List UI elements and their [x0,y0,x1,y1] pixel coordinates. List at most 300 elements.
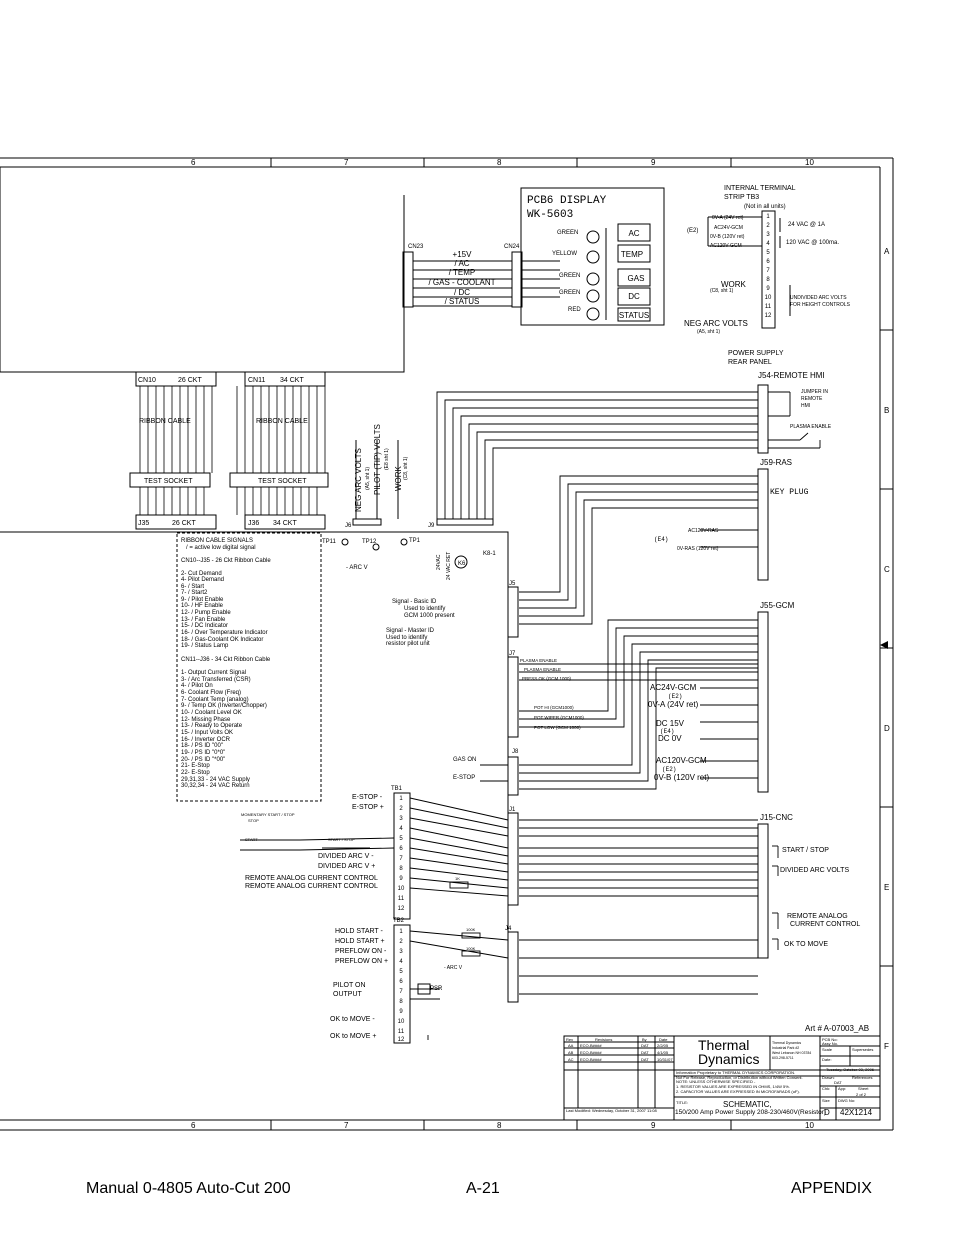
schematic-label: 29,31,33 - 24 VAC Supply [181,777,250,783]
tb3-labels [687,185,851,366]
schematic-label: (A5, sht 1) [365,466,371,490]
schematic-label: 24 VAC RET [446,551,452,580]
row-label: A [884,247,890,256]
tb3-pin-numbers [765,214,772,319]
schematic-label: AC120V-GCM [656,756,707,765]
schematic-label: OK to MOVE + [330,1033,377,1040]
schematic-label: 19- / Status Lamp [181,643,229,649]
schematic-label: PRESS OK (GCM 1000) [522,676,572,681]
j59-connector [758,469,768,580]
schematic-label: 3- / Arc Transferred (CSR) [181,677,251,683]
schematic-label: ECO-B#### [580,1057,602,1062]
schematic-label: 12 [764,313,772,319]
led-color-labels [552,230,581,313]
schematic-label: FOR HEIGHT CONTROLS [790,302,850,308]
schematic-label: NOTE: UNLESS OTHERWISE SPECIFIED - [676,1079,756,1084]
schematic-label: 3 [399,816,403,822]
schematic-label: 10 [397,1019,405,1025]
schematic-label: 8 [399,999,403,1005]
schematic-label: J8 [512,749,519,755]
schematic-label: PILOT (TIP) VOLTS [373,424,382,495]
schematic-label: 9 [399,876,403,882]
schematic-label: 30,32,34 - 24 VAC Return [181,783,250,789]
tb1-pin-numbers [398,796,405,912]
schematic-label: 7 [399,989,403,995]
schematic-label: Last Modified: Wednesday, October 31, 2007 11:08 [566,1108,657,1113]
schematic-label: TEST SOCKET [144,478,193,485]
ras-labels [654,528,719,552]
led-function-labels [619,229,649,320]
schematic-label: Assy No. [822,1041,839,1046]
schematic-label: J36 [248,520,260,527]
schematic-label: By [642,1037,647,1042]
schematic-label: (C8, sht 1) [710,288,734,294]
schematic-label: 12 [397,1037,405,1043]
schematic-label: HMI [801,403,811,409]
schematic-label: CURRENT CONTROL [790,921,861,928]
row-label: E [884,883,890,892]
schematic-label: Used to identify [404,606,446,612]
col-label-top: 9 [651,158,656,167]
schematic-label: Revisions [595,1037,613,1042]
schematic-label: Sheet [858,1086,869,1091]
schematic-label: (E8 sht 1) [384,448,390,470]
harness-wires [437,392,820,994]
schematic-label: 34 CKT [273,520,297,527]
drawing-title-line2: 150/200 Amp Power Supply 208-230/460V(Resistor) [675,1109,827,1116]
schematic-label: 13- / Ready to Operate [181,723,243,729]
schematic-label: DC 0V [658,734,682,743]
schematic-label: 6- / Start [181,584,205,590]
schematic-label: STOP [248,818,259,823]
schematic-label: WORK [394,466,403,491]
schematic-label: 3 [399,949,403,955]
size-value: D [824,1108,830,1117]
schematic-label: 19- / PS ID "0*0" [181,750,226,756]
schematic-label: 24VAC [436,554,442,570]
schematic-label: / GAS - COOLANT [428,278,496,287]
schematic-label: 16- / Inverter OCR [181,737,231,743]
schematic-label: 8 [766,277,770,283]
schematic-label: (E2) [662,766,677,773]
schematic-label: 4- / Pilot On [181,683,213,689]
schematic-label: TP11 [322,539,336,545]
schematic-label: DAT [641,1050,649,1055]
schematic-label: DIVIDED ARC V - [318,853,374,860]
schematic-label: START / STOP [328,837,355,842]
j5-connector [508,587,518,637]
schematic-label: AC24V-GCM [650,683,697,692]
schematic-label: 15- / Input Volts OK [181,730,234,736]
schematic-label: AC [628,229,640,238]
schematic-label: E-STOP [453,775,476,781]
j8-connector [508,757,518,795]
schematic-label: PLASMA ENABLE [524,667,562,672]
schematic-label: 603-298-5711 [772,1056,794,1060]
schematic-label: J35 [138,520,150,527]
schematic-label: GCM 1000 present [404,613,455,619]
schematic-label: 0V-B (120V ret) [710,234,745,240]
col-label-bottom: 10 [805,1121,814,1130]
schematic-label: DC 15V [656,719,685,728]
drawing-number: 42X1214 [840,1108,873,1117]
schematic-label: 9- / Pilot Enable [181,597,224,603]
schematic-label: PLASMA ENABLE [790,424,832,430]
schematic-label: 8 [399,866,403,872]
schematic-label: Size [822,1098,830,1103]
schematic-label: 2/2/05 [657,1043,669,1048]
schematic-label: DAT [834,1080,842,1085]
schematic-label: 11 [764,304,772,310]
schematic-label: RIBBON CABLE [256,418,308,425]
schematic-label: / AC [454,259,470,268]
footer-page-number: A-21 [466,1180,500,1197]
schematic-label: 0V-RAS (120V ret) [677,546,719,552]
row-label: C [884,565,890,574]
schematic-label: (C8, sht 1) [403,456,409,480]
schematic-label: 5 [399,836,403,842]
schematic-label: Thermal Dynamics [772,1041,802,1045]
schematic-label: 7 [399,856,403,862]
schematic-label: 2- Cut Demand [181,571,222,577]
cn23-label: CN23 [408,244,424,250]
schematic-label: Signal - Basic ID [392,599,437,605]
schematic-label: J4 [505,926,512,932]
schematic-label: TB2 [393,918,405,924]
schematic-label: (Not in all units) [744,204,786,210]
schematic-label: 11 [397,1029,405,1035]
schematic-label: 15- / DC Indicator [181,623,229,629]
schematic-label: START [245,837,258,842]
schematic-label: Tuesday, October 03, 2006 [826,1067,875,1072]
col-label-bottom: 8 [497,1121,502,1130]
schematic-label: TEMP [620,250,644,259]
schematic-label: 24 VAC @ 1A [788,222,825,228]
schematic-label: / TEMP [448,268,476,277]
schematic-label: 1 [399,929,403,935]
schematic-label: 10 [764,295,772,301]
schematic-label: 4 [399,959,403,965]
schematic-label: 7- Coolant Temp (analog) [181,697,249,703]
schematic-label: - ARC V [444,965,463,971]
j54-connector [758,385,768,453]
schematic-label: REMOTE ANALOG CURRENT CONTROL [245,883,378,890]
schematic-label: J6 [345,523,352,529]
schematic-label: JUMPER IN [801,389,828,395]
schematic-label: 18- / Gas-Coolant OK Indicator [181,637,264,643]
schematic-label: 26 CKT [178,377,202,384]
col-label-top: 10 [805,158,814,167]
schematic-label: AC120V-GCM [710,243,742,249]
schematic-label: 9 [399,1009,403,1015]
schematic-label: 2. CAPACITOR VALUES ARE EXPRESSED IN MICROFARADS (uF). [676,1089,800,1094]
schematic-label: INTERNAL TERMINAL [724,185,796,192]
schematic-label: YELLOW [552,251,578,257]
schematic-label: 4 [766,241,770,247]
schematic-label: App: [838,1086,847,1091]
schematic-label: 13- / Fan Enable [181,617,226,623]
schematic-label: MOMENTARY START / STOP [241,812,295,817]
schematic-label: GREEN [559,273,581,279]
schematic-label: 0V-B (120V ret) [654,773,710,782]
col-label-top: 8 [497,158,502,167]
pcb6-title: PCB6 DISPLAY [527,195,607,207]
ribbon-wires [140,386,325,515]
schematic-label: 2 [399,806,403,812]
schematic-label: PLASMA ENABLE [520,658,558,663]
schematic-label: 3 [766,232,770,238]
schematic-label: GAS [627,274,645,283]
j1-connector [508,813,518,905]
schematic-label: J1 [509,807,516,813]
schematic-label: / DC [454,288,470,297]
schematic-label: DIVIDED ARC V + [318,863,376,870]
schematic-label: K6 [458,561,466,567]
schematic-label: TP12 [362,539,377,545]
schematic-label: 2 of 2 [856,1092,867,1097]
schematic-label: References [852,1075,873,1080]
tp11-circle [342,539,348,545]
schematic-label: POT LOW (GCM 1000) [534,725,581,730]
key-plug-label: KEY PLUG [770,488,809,497]
schematic-label: 2 [766,223,770,229]
schematic-label: Chk: [822,1086,831,1091]
tp1-circle [401,539,407,545]
schematic-label: 21- E-Stop [181,763,210,769]
schematic-label: (E2) [668,693,683,700]
art-number: Art # A-07003_AB [805,1024,870,1033]
schematic-label: GAS ON [453,757,477,763]
tb3-work-label: WORK [721,280,746,289]
schematic-label: ECO-B#### [580,1050,602,1055]
schematic-label: 12- / Pump Enable [181,610,231,616]
gcm-labels [648,683,709,782]
schematic-label: CN11 [248,377,266,384]
schematic-label: PILOT ON [333,982,366,989]
schematic-label: (E2) [687,228,699,234]
schematic-label: 0V-A (24V ret) [712,215,744,221]
schematic-label: 1 [766,214,770,220]
schematic-label: 20- / PS ID "*00" [181,757,226,763]
schematic-label: 11 [397,896,405,902]
schematic-label: PREFLOW ON + [335,958,389,965]
schematic-label: Supersedes [852,1047,874,1052]
footer-manual-title: Manual 0-4805 Auto-Cut 200 [86,1180,291,1197]
schematic-label: POT WIPER (GCM1000) [534,715,584,720]
schematic-label: 6- Coolant Flow (Freq) [181,690,242,696]
col-label-top: 6 [191,158,196,167]
row-label: D [884,724,890,733]
cn24-label: CN24 [504,244,520,250]
schematic-label: J7 [509,651,516,657]
schematic-label: RED [568,307,581,313]
schematic-label: STATUS [618,311,650,320]
schematic-label: REAR PANEL [728,359,772,366]
schematic-label: 6 [399,979,403,985]
schematic-label: J59-RAS [760,458,793,467]
schematic-label: DAT [641,1057,649,1062]
schematic-label: 10 [397,886,405,892]
j55-connector [758,612,768,792]
led-diodes [587,231,599,320]
schematic-label: Date: [822,1057,832,1062]
schematic-label: ECO-B#### [580,1043,602,1048]
schematic-label: 7- / Start2 [181,590,208,596]
schematic-label: Information Proprietary to THERMAL DYNAMICS CORPORATION. [676,1070,796,1075]
tb2-pin-numbers [398,929,405,1043]
company-address [772,1041,811,1060]
schematic-label: OUTPUT [333,991,362,998]
schematic-label: resistor pilot unit [386,641,430,647]
schematic-label: DC [628,292,640,301]
cnc-labels [780,847,860,948]
schematic-label: K8-1 [483,551,496,557]
schematic-label: 100K [466,927,476,932]
schematic-label: (A5, sht 1) [697,329,721,335]
schematic-label: 12 [397,906,405,912]
schematic-label: / = active low digital signal [186,545,256,551]
schematic-label: AB [568,1050,574,1055]
schematic-label: HOLD START - [335,928,383,935]
schematic-label: CN10--J35 - 26 Ckt Ribbon Cable [181,558,271,564]
schematic-label: 12- Missing Phase [181,717,231,723]
schematic-label: GREEN [559,290,581,296]
schematic-label: 10/31/07 [657,1057,673,1062]
schematic-label: 16- / Over Temperature Indicator [181,630,268,636]
col-label-bottom: 9 [651,1121,656,1130]
schematic-label: J15-CNC [760,813,793,822]
tb-wires [240,798,508,1040]
schematic-label: +15V [452,250,472,259]
schematic-label: TB1 [391,786,403,792]
schematic-label: - ARC V [346,565,368,571]
schematic-label: RIBBON CABLE [139,418,191,425]
schematic-label: HOLD START + [335,938,385,945]
schematic-label: / STATUS [444,297,480,306]
schematic-label: CN10 [138,377,156,384]
schematic-label: GREEN [557,230,579,236]
schematic-label: REMOTE [801,396,823,402]
schematic-label: 120 VAC @ 100ma. [786,240,840,246]
cn-signal-labels [428,250,495,306]
schematic-label: J9 [428,523,435,529]
schematic-label: 5 [766,250,770,256]
schematic-label: START / STOP [782,847,829,854]
schematic-label: TITLE: [676,1100,689,1105]
schematic-label: Signal - Master ID [386,628,435,634]
schematic-label: OK to MOVE - [330,1016,375,1023]
schematic-label: Not For Release, Reproduction, or Distribution without Written Consent. [676,1075,803,1080]
schematic-label: OK TO MOVE [784,941,829,948]
schematic-label: 1K [455,876,460,881]
schematic-label: 9 [766,286,770,292]
schematic-label: RIBBON CABLE SIGNALS [181,538,254,544]
schematic-label: 0V-A (24V ret) [648,700,699,709]
row-label: B [884,406,890,415]
schematic-label: 6 [766,259,770,265]
tb3-neg-arc-label: NEG ARC VOLTS [684,319,748,328]
company-logo-line2: Dynamics [698,1051,760,1067]
schematic-label: 1- Output Current Signal [181,670,247,676]
j8-labels [453,757,476,781]
schematic-label: 2 [399,939,403,945]
schematic-label: REMOTE ANALOG [787,913,848,920]
schematic-label: 18- / PS ID "00" [181,743,223,749]
ribbon-signals-text [181,538,271,789]
grid-labels [191,158,890,1130]
schematic-label: 7 [766,268,770,274]
schematic-label: 1 [399,796,403,802]
schematic-label: 10- / HF Enable [181,603,224,609]
schematic-label: J55-GCM [760,601,795,610]
schematic-label: J5 [509,581,516,587]
col-label-top: 7 [344,158,349,167]
j7-connector [508,657,518,737]
j5-notes [386,599,455,647]
schematic-label: POT HI (GCM1000) [534,705,574,710]
schematic-label: REMOTE ANALOG CURRENT CONTROL [245,875,378,882]
schematic-label: 4 [399,826,403,832]
col-label-bottom: 7 [344,1121,349,1130]
j4-connector [508,932,518,1002]
schematic-label: West Lebanon NH 03784 [772,1051,812,1055]
schematic-label: STRIP TB3 [724,194,760,201]
schematic-label: 100K [466,946,476,951]
schematic-label: DIVIDED ARC VOLTS [780,867,850,874]
schematic-label: TP1 [409,538,421,544]
schematic-label: AC120V-RAS [688,528,719,534]
schematic-label: 26 CKT [172,520,196,527]
schematic-label: E-STOP + [352,804,384,811]
schematic-label: 34 CKT [280,377,304,384]
schematic-label: PSR [430,986,443,992]
schematic-label: 1. RESISTOR VALUES ARE EXPRESSED IN OHMS, 1/4W 5%. [676,1084,790,1089]
schematic-label: (E4) [654,536,669,543]
company-logo-line1: Thermal [698,1037,750,1053]
schematic-label: Scale [822,1047,833,1052]
schematic-label: AC24V-GCM [714,225,743,231]
row-label: F [884,1042,889,1051]
schematic-label: E-STOP - [352,794,383,801]
ribbon-connector-labels [138,377,304,527]
drawing-title-line1: SCHEMATIC, [723,1100,772,1109]
footer-section: APPENDIX [791,1180,872,1197]
schematic-label: Used to identify [386,635,428,641]
hmi-labels [790,389,832,430]
schematic-label: 5 [399,969,403,975]
schematic-label: Drawn: [822,1075,835,1080]
schematic-label: PCB No: [822,1037,838,1042]
schematic-label: AC [568,1057,574,1062]
schematic-label: 22- E-Stop [181,770,210,776]
pcb6-part: WK-5603 [527,209,574,221]
schematic-label: AA [568,1043,574,1048]
schematic-label: J54-REMOTE HMI [758,371,825,380]
schematic-label: CN11--J36 - 34 Ckt Ribbon Cable [181,657,271,663]
tb3-wire-labels [710,215,745,249]
schematic-label: TEST SOCKET [258,478,307,485]
schematic-label: POWER SUPPLY [728,350,784,357]
schematic-label: Industrial Park #2 [772,1046,800,1050]
schematic-label: UNDIVIDED ARC VOLTS [790,295,847,301]
schematic-label: PREFLOW ON - [335,948,387,955]
schematic-label: 9- / Temp OK (Inverter/Chopper) [181,703,267,709]
schematic-label: 10- / Coolant Level OK [181,710,242,716]
schematic-label: 4- Pilot Demand [181,577,225,583]
schematic-label: NEG ARC VOLTS [354,448,363,512]
schematic-label: Date [659,1037,668,1042]
schematic-label: DWG No: [838,1098,856,1103]
